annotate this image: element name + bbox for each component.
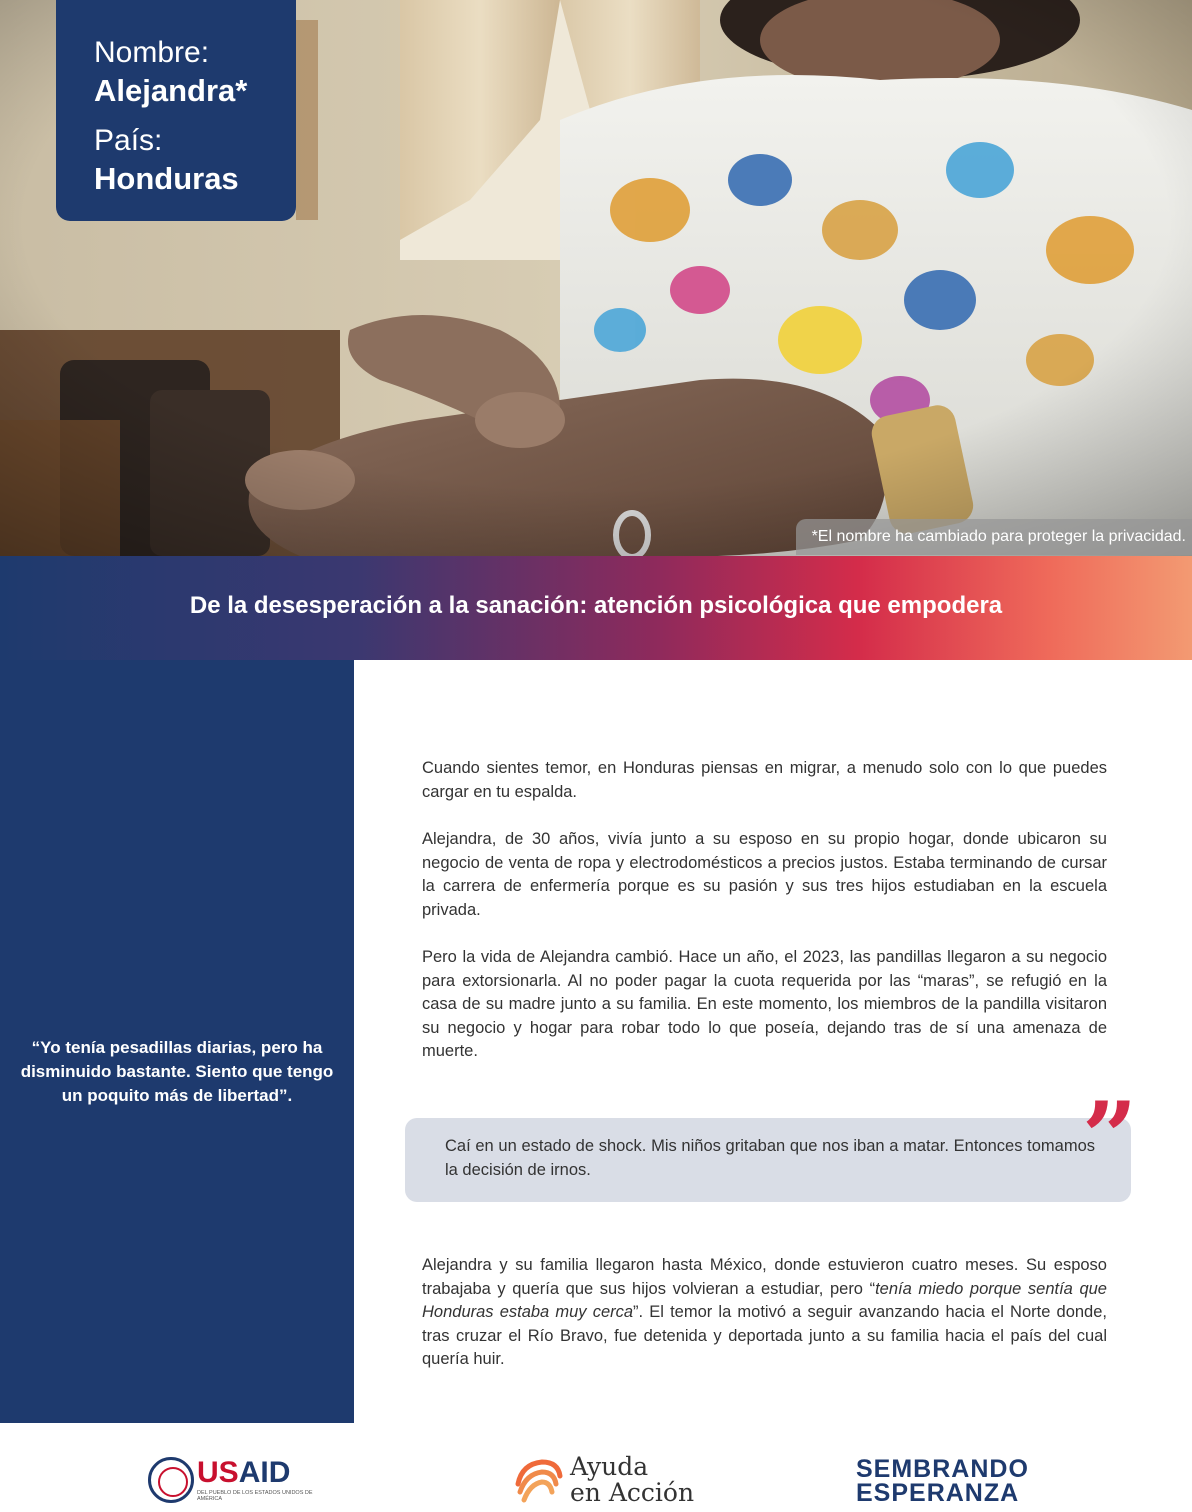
ayuda-swirl-icon xyxy=(512,1454,564,1506)
ayuda-en-accion-logo xyxy=(508,1440,708,1510)
country-label: País: xyxy=(94,124,163,157)
hero-photo xyxy=(0,0,1192,556)
sembrando-line-1: SEMBRANDO xyxy=(856,1455,1029,1483)
pull-quote xyxy=(405,1118,1131,1202)
ayuda-wordmark: Ayuda en Acción xyxy=(570,1452,695,1507)
paragraph-2: Alejandra, de 30 años, vivía junto a su esposo en su propio hogar, donde ubicaron su negocio de venta de ropa y electrodomésticos a precios justos. Estaba terminando de cursar la carrera de enfermería porque es su pasión y sus tres hijos estudiaban en la escuela privada. xyxy=(422,830,1107,919)
paragraph-1: Cuando sientes temor, en Honduras piensas en migrar, a menudo solo con lo que puedes cargar en tu espalda. xyxy=(422,759,1107,801)
quote-mark-icon: ” xyxy=(1082,1081,1138,1194)
name-label: Nombre: xyxy=(94,36,210,69)
country-value: Honduras xyxy=(94,161,239,196)
paragraph-4-start: Alejandra y su familia llegaron hasta México, donde estuvieron cuatro meses. Su esposo trabajaba y quería que sus hijos volvieran a estudiar, pero “ xyxy=(422,1256,1107,1298)
sembrando-esperanza-logo xyxy=(856,1440,1056,1510)
profile-card xyxy=(56,0,296,221)
title-band xyxy=(0,556,1192,660)
usaid-seal-icon xyxy=(148,1457,194,1503)
pull-quote-text: Caí en un estado de shock. Mis niños gritaban que nos iban a matar. Entonces tomamos la decisión de irnos. xyxy=(445,1137,1095,1179)
sembrando-line-2: ESPERANZA xyxy=(856,1479,1020,1507)
usaid-wordmark: USAID xyxy=(197,1456,291,1489)
usaid-tagline: DEL PUEBLO DE LOS ESTADOS UNIDOS DE AMÉRICA xyxy=(197,1490,313,1502)
privacy-note: *El nombre ha cambiado para proteger la privacidad. xyxy=(796,519,1192,555)
paragraph-3: Pero la vida de Alejandra cambió. Hace un año, el 2023, las pandillas llegaron a su negocio para extorsionarla. Al no poder pagar la cuota requerida por las “maras”, se refugió en la casa de su madre junto a su familia. En este momento, los miembros de la pandilla visitaron su negocio y hogar para robar todo lo que poseía, dejando tras de sí una amenaza de muerte. xyxy=(422,948,1107,1060)
paragraph-4-quote: tenía miedo porque sentía que Honduras estaba muy cerca xyxy=(422,1279,1107,1321)
article-body xyxy=(422,757,1107,1088)
name-value: Alejandra* xyxy=(94,73,248,108)
paragraph-4-end: ”. El temor la motivó a seguir avanzando hacia el Norte donde, tras cruzar el Río Bravo, fue detenida y deportada junto a su familia hacia el país del cual quería huir. xyxy=(422,1303,1107,1368)
usaid-logo xyxy=(145,1440,315,1510)
side-panel xyxy=(0,660,354,1423)
paragraph-4 xyxy=(422,1254,1107,1372)
side-quote: “Yo tenía pesadillas diarias, pero ha disminuido bastante. Siento que tengo un poquito más de libertad”. xyxy=(20,1038,334,1105)
page-title: De la desesperación a la sanación: atención psicológica que empodera xyxy=(189,592,1003,619)
